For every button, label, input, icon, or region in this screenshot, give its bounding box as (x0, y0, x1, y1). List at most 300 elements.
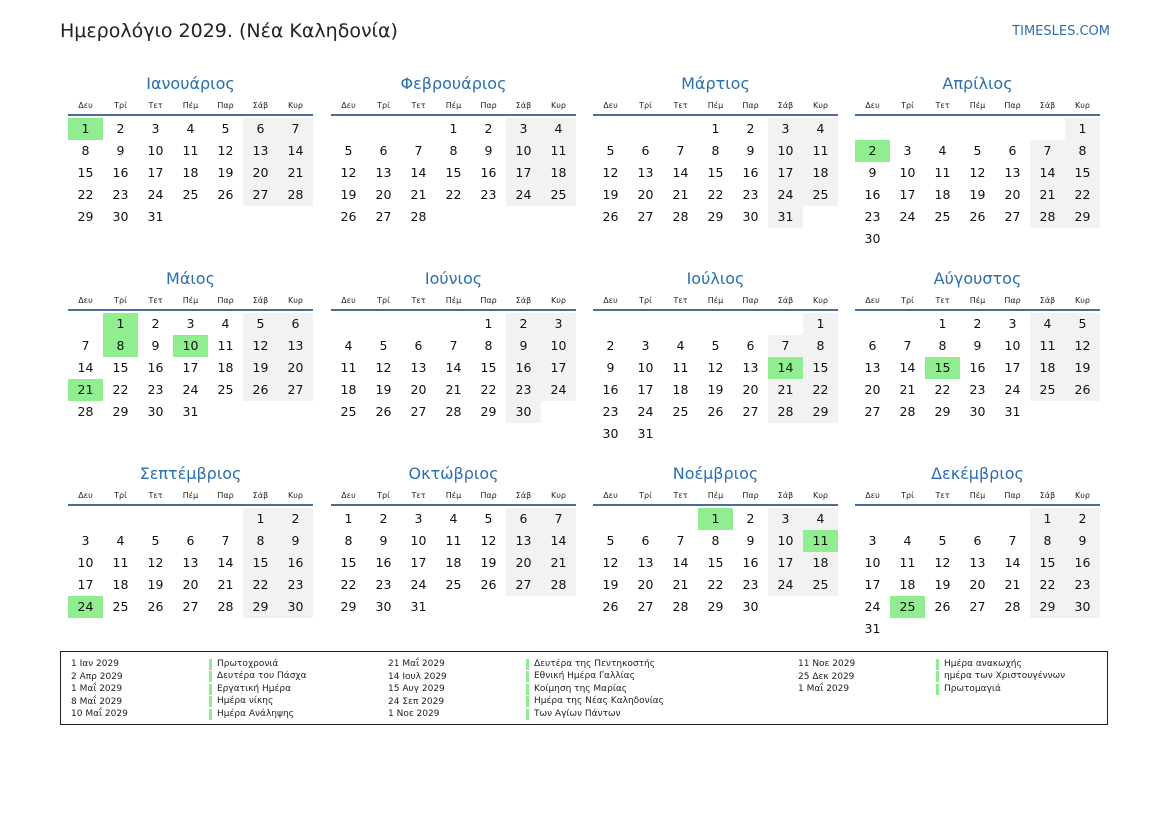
day-cell: 29 (707, 599, 724, 614)
day-cell: 13 (182, 555, 199, 570)
day-cell: 20 (182, 577, 199, 592)
month-block (331, 74, 576, 228)
day-cell: 10 (864, 555, 881, 570)
day-cell: 17 (541, 357, 576, 379)
day-cell: 16 (864, 187, 881, 202)
day-grid (593, 313, 838, 445)
day-cell: 2 (746, 121, 755, 136)
day-cell: 24 (541, 379, 576, 401)
day-cell: 14 (541, 530, 576, 552)
holiday-date: 24 Σεπ 2029 (388, 696, 445, 707)
empty-cell (68, 508, 103, 530)
day-cell: 19 (934, 577, 951, 592)
day-cell: 27 (637, 209, 654, 224)
day-cell: 13 (243, 140, 278, 162)
holiday-name: Πρωτομαγιά (936, 684, 1001, 695)
weekday-label: Πέμ (707, 296, 724, 305)
weekday-label: Τετ (673, 101, 688, 110)
holiday-name: Δευτέρα της Πεντηκοστής (526, 659, 655, 670)
weekday-label: Τρί (377, 101, 390, 110)
day-cell: 8 (243, 530, 278, 552)
month-title: Δεκέμβριος (931, 464, 1024, 483)
day-cell: 28 (672, 209, 689, 224)
day-cell: 19 (375, 382, 392, 397)
day-cell: 10 (77, 555, 94, 570)
holiday-name: Ημέρα ανακωχής (936, 659, 1022, 670)
weekday-label: Σάβ (1039, 491, 1056, 500)
day-cell: 7 (1030, 140, 1065, 162)
holiday-row (71, 658, 307, 671)
day-cell: 12 (217, 143, 234, 158)
day-cell: 7 (676, 533, 685, 548)
day-cell: 13 (1004, 165, 1021, 180)
day-cell: 8 (711, 143, 720, 158)
holiday-column (388, 658, 664, 721)
day-cell: 8 (803, 335, 838, 357)
empty-cell (628, 118, 663, 140)
day-cell: 27 (410, 404, 427, 419)
weekday-label: Δευ (78, 491, 93, 500)
day-cell: 14 (278, 140, 313, 162)
day-cell: 29 (340, 599, 357, 614)
day-cell: 7 (676, 143, 685, 158)
day-cell: 7 (1008, 533, 1017, 548)
weekday-label: Σάβ (252, 296, 269, 305)
weekday-header (68, 98, 313, 116)
site-link[interactable]: TIMESLES.COM (1012, 24, 1110, 39)
holidays-box (60, 651, 1108, 725)
holiday-row (798, 683, 1065, 696)
day-cell: 23 (112, 187, 129, 202)
day-cell: 22 (243, 574, 278, 596)
day-cell: 24 (637, 404, 654, 419)
day-cell: 18 (217, 360, 234, 375)
day-cell: 12 (602, 165, 619, 180)
day-cell: 13 (375, 165, 392, 180)
month-block (68, 464, 313, 618)
day-cell: 14 (217, 555, 234, 570)
day-cell: 27 (278, 379, 313, 401)
day-cell: 21 (410, 187, 427, 202)
day-cell: 1 (803, 313, 838, 335)
day-grid (331, 508, 576, 618)
day-cell: 18 (1030, 357, 1065, 379)
day-cell: 7 (903, 338, 912, 353)
day-cell: 29 (803, 401, 838, 423)
day-cell: 22 (340, 577, 357, 592)
holiday-row (71, 696, 307, 709)
day-cell: 24 (899, 209, 916, 224)
weekday-label: Τρί (114, 296, 127, 305)
day-cell: 18 (934, 187, 951, 202)
day-cell: 12 (480, 533, 497, 548)
day-cell: 30 (112, 209, 129, 224)
day-cell: 19 (707, 382, 724, 397)
empty-cell (331, 118, 366, 140)
weekday-label: Παρ (742, 296, 759, 305)
empty-cell (855, 508, 890, 530)
month-title: Ιούλιος (686, 269, 745, 288)
weekday-label: Κυρ (551, 296, 566, 305)
day-cell: 11 (672, 360, 689, 375)
day-cell: 14 (445, 360, 462, 375)
day-cell: 16 (278, 552, 313, 574)
weekday-header (331, 98, 576, 116)
day-cell: 14 (1030, 162, 1065, 184)
weekday-label: Κυρ (813, 101, 828, 110)
day-cell: 25 (217, 382, 234, 397)
month-title: Απρίλιος (942, 74, 1013, 93)
day-cell: 1 (243, 508, 278, 530)
day-cell: 18 (672, 382, 689, 397)
month-block (68, 74, 313, 228)
weekday-label: Τρί (901, 296, 914, 305)
day-cell: 7 (541, 508, 576, 530)
empty-cell (593, 118, 628, 140)
weekday-header (855, 488, 1100, 506)
day-cell: 9 (484, 143, 493, 158)
day-cell: 4 (344, 338, 353, 353)
month-title: Ιανουάριος (146, 74, 235, 93)
day-cell: 21 (899, 382, 916, 397)
day-cell: 26 (147, 599, 164, 614)
day-cell: 19 (243, 357, 278, 379)
holiday-name: Εθνική Ημέρα Γαλλίας (526, 671, 635, 682)
day-cell: 24 (768, 574, 803, 596)
empty-cell (1030, 118, 1065, 140)
day-cell: 26 (1065, 379, 1100, 401)
weekday-label: Τετ (935, 296, 950, 305)
day-cell: 29 (480, 404, 497, 419)
day-cell: 18 (445, 555, 462, 570)
holiday-column (71, 658, 307, 721)
day-cell: 1 (938, 316, 947, 331)
day-cell: 23 (969, 382, 986, 397)
day-grid (68, 118, 313, 228)
holiday-name: Δευτέρα του Πάσχα (209, 671, 307, 682)
empty-cell (366, 118, 401, 140)
day-cell: 19 (340, 187, 357, 202)
day-cell: 20 (243, 162, 278, 184)
holiday-name: Ημέρα Ανάληψης (209, 709, 294, 720)
weekday-header (331, 293, 576, 311)
day-cell: 23 (1065, 574, 1100, 596)
day-cell: 17 (768, 552, 803, 574)
holiday-row (388, 683, 664, 696)
day-cell: 23 (602, 404, 619, 419)
empty-cell (628, 508, 663, 530)
day-cell: 9 (379, 533, 388, 548)
day-cell: 30 (375, 599, 392, 614)
weekday-label: Παρ (1004, 491, 1021, 500)
holiday-day-cell: 11 (803, 530, 838, 552)
day-cell: 23 (375, 577, 392, 592)
holiday-row (71, 708, 307, 721)
day-cell: 22 (77, 187, 94, 202)
day-cell: 2 (973, 316, 982, 331)
weekday-label: Σάβ (515, 101, 532, 110)
day-cell: 12 (707, 360, 724, 375)
day-cell: 22 (1065, 184, 1100, 206)
day-cell: 28 (1030, 206, 1065, 228)
weekday-header (593, 98, 838, 116)
day-cell: 18 (899, 577, 916, 592)
weekday-label: Κυρ (288, 491, 303, 500)
day-cell: 8 (484, 338, 493, 353)
day-cell: 25 (934, 209, 951, 224)
day-cell: 11 (182, 143, 199, 158)
holiday-column (798, 658, 1065, 696)
weekday-label: Πέμ (969, 491, 986, 500)
day-cell: 26 (969, 209, 986, 224)
day-cell: 15 (1030, 552, 1065, 574)
day-cell: 12 (243, 335, 278, 357)
weekday-label: Παρ (1004, 101, 1021, 110)
day-cell: 6 (868, 338, 877, 353)
holiday-row (798, 658, 1065, 671)
day-cell: 5 (379, 338, 388, 353)
day-cell: 11 (340, 360, 357, 375)
weekday-label: Κυρ (288, 296, 303, 305)
month-block (331, 464, 576, 618)
weekday-label: Τρί (639, 101, 652, 110)
weekday-label: Κυρ (551, 491, 566, 500)
empty-cell (138, 508, 173, 530)
weekday-label: Σάβ (252, 491, 269, 500)
month-block (593, 464, 838, 618)
day-cell: 3 (506, 118, 541, 140)
day-cell: 16 (1065, 552, 1100, 574)
weekday-label: Παρ (217, 296, 234, 305)
day-cell: 27 (1004, 209, 1021, 224)
day-cell: 3 (768, 118, 803, 140)
day-cell: 17 (899, 187, 916, 202)
day-cell: 2 (606, 338, 615, 353)
day-cell: 12 (147, 555, 164, 570)
day-cell: 4 (938, 143, 947, 158)
day-cell: 19 (480, 555, 497, 570)
day-cell: 30 (602, 426, 619, 441)
day-cell: 7 (768, 335, 803, 357)
day-cell: 13 (506, 530, 541, 552)
day-cell: 16 (375, 555, 392, 570)
day-grid (855, 118, 1100, 250)
day-cell: 9 (116, 143, 125, 158)
day-cell: 6 (186, 533, 195, 548)
day-cell: 6 (379, 143, 388, 158)
day-cell: 28 (768, 401, 803, 423)
day-cell: 3 (1008, 316, 1017, 331)
day-cell: 21 (1030, 184, 1065, 206)
weekday-label: Κυρ (1075, 101, 1090, 110)
day-cell: 9 (746, 533, 755, 548)
day-cell: 30 (147, 404, 164, 419)
day-cell: 26 (480, 577, 497, 592)
day-grid (855, 313, 1100, 423)
day-cell: 11 (803, 140, 838, 162)
weekday-label: Πέμ (969, 101, 986, 110)
day-cell: 20 (637, 187, 654, 202)
day-cell: 10 (147, 143, 164, 158)
holiday-name: Ημέρα της Νέας Καληδονίας (526, 696, 664, 707)
day-cell: 8 (938, 338, 947, 353)
day-cell: 3 (641, 338, 650, 353)
holiday-date: 1 Ιαν 2029 (71, 659, 119, 670)
day-cell: 21 (768, 379, 803, 401)
day-cell: 18 (803, 552, 838, 574)
holiday-name: Κοίμηση της Μαρίας (526, 684, 627, 695)
month-title: Νοέμβριος (672, 464, 759, 483)
day-cell: 8 (81, 143, 90, 158)
day-cell: 30 (506, 401, 541, 423)
day-cell: 13 (637, 555, 654, 570)
day-cell: 23 (147, 382, 164, 397)
day-cell: 7 (221, 533, 230, 548)
month-title: Οκτώβριος (408, 464, 499, 483)
day-cell: 1 (1065, 118, 1100, 140)
day-cell: 17 (864, 577, 881, 592)
holiday-day-cell: 1 (103, 313, 138, 335)
day-cell: 27 (182, 599, 199, 614)
day-cell: 26 (217, 187, 234, 202)
day-cell: 27 (864, 404, 881, 419)
day-cell: 25 (672, 404, 689, 419)
empty-cell (890, 508, 925, 530)
day-cell: 25 (541, 184, 576, 206)
day-cell: 5 (1065, 313, 1100, 335)
day-cell: 29 (243, 596, 278, 618)
month-block (855, 74, 1100, 250)
empty-cell (401, 118, 436, 140)
day-cell: 23 (742, 187, 759, 202)
weekday-label: Πέμ (182, 296, 199, 305)
day-cell: 5 (973, 143, 982, 158)
day-cell: 2 (379, 511, 388, 526)
month-block (593, 269, 838, 445)
day-cell: 21 (672, 187, 689, 202)
day-cell: 6 (746, 338, 755, 353)
day-cell: 4 (449, 511, 458, 526)
day-cell: 30 (742, 599, 759, 614)
weekday-header (855, 293, 1100, 311)
day-cell: 7 (449, 338, 458, 353)
holiday-date: 11 Νοε 2029 (798, 659, 856, 670)
holiday-date: 14 Ιουλ 2029 (388, 671, 447, 682)
day-cell: 14 (672, 555, 689, 570)
weekday-header (593, 293, 838, 311)
day-cell: 6 (641, 533, 650, 548)
weekday-label: Σάβ (252, 101, 269, 110)
weekday-label: Παρ (217, 491, 234, 500)
day-cell: 10 (506, 140, 541, 162)
day-cell: 3 (903, 143, 912, 158)
day-cell: 29 (934, 404, 951, 419)
day-cell: 16 (147, 360, 164, 375)
day-cell: 4 (1030, 313, 1065, 335)
empty-cell (68, 313, 103, 335)
month-title: Φεβρουάριος (400, 74, 507, 93)
day-cell: 5 (243, 313, 278, 335)
weekday-label: Σάβ (777, 296, 794, 305)
holiday-date: 1 Μαΐ 2029 (798, 684, 850, 695)
day-cell: 21 (445, 382, 462, 397)
day-cell: 20 (375, 187, 392, 202)
day-cell: 1 (484, 316, 493, 331)
day-cell: 31 (1004, 404, 1021, 419)
empty-cell (733, 313, 768, 335)
day-cell: 9 (151, 338, 160, 353)
day-cell: 21 (217, 577, 234, 592)
weekday-label: Πέμ (445, 296, 462, 305)
day-cell: 5 (606, 533, 615, 548)
day-cell: 30 (742, 209, 759, 224)
weekday-label: Κυρ (1075, 491, 1090, 500)
day-cell: 22 (112, 382, 129, 397)
day-grid (68, 508, 313, 618)
weekday-label: Πέμ (707, 491, 724, 500)
day-cell: 25 (182, 187, 199, 202)
day-cell: 28 (899, 404, 916, 419)
day-cell: 23 (278, 574, 313, 596)
day-cell: 24 (147, 187, 164, 202)
day-cell: 29 (1030, 596, 1065, 618)
empty-cell (663, 313, 698, 335)
holiday-name: ημέρα των Χριστουγέννων (936, 671, 1065, 682)
day-cell: 12 (602, 555, 619, 570)
day-cell: 11 (899, 555, 916, 570)
day-cell: 3 (868, 533, 877, 548)
day-cell: 26 (934, 599, 951, 614)
weekday-label: Σάβ (777, 101, 794, 110)
holiday-row (798, 671, 1065, 684)
empty-cell (995, 508, 1030, 530)
day-cell: 5 (606, 143, 615, 158)
weekday-label: Παρ (217, 101, 234, 110)
day-cell: 16 (112, 165, 129, 180)
day-cell: 19 (969, 187, 986, 202)
day-cell: 22 (803, 379, 838, 401)
day-cell: 5 (711, 338, 720, 353)
day-cell: 25 (445, 577, 462, 592)
day-cell: 13 (278, 335, 313, 357)
day-cell: 23 (506, 379, 541, 401)
weekday-label: Σάβ (1039, 101, 1056, 110)
day-cell: 21 (672, 577, 689, 592)
holiday-row (71, 683, 307, 696)
day-cell: 14 (77, 360, 94, 375)
day-cell: 15 (243, 552, 278, 574)
day-cell: 27 (243, 184, 278, 206)
weekday-header (331, 488, 576, 506)
day-cell: 15 (1065, 162, 1100, 184)
day-cell: 2 (151, 316, 160, 331)
day-cell: 11 (1030, 335, 1065, 357)
weekday-header (855, 98, 1100, 116)
day-cell: 8 (344, 533, 353, 548)
day-cell: 3 (414, 511, 423, 526)
day-cell: 29 (707, 209, 724, 224)
day-cell: 3 (768, 508, 803, 530)
day-cell: 27 (637, 599, 654, 614)
day-cell: 25 (1030, 379, 1065, 401)
day-cell: 26 (340, 209, 357, 224)
day-cell: 23 (480, 187, 497, 202)
day-cell: 15 (707, 165, 724, 180)
day-cell: 2 (506, 313, 541, 335)
day-cell: 7 (278, 118, 313, 140)
day-cell: 17 (637, 382, 654, 397)
day-cell: 17 (147, 165, 164, 180)
